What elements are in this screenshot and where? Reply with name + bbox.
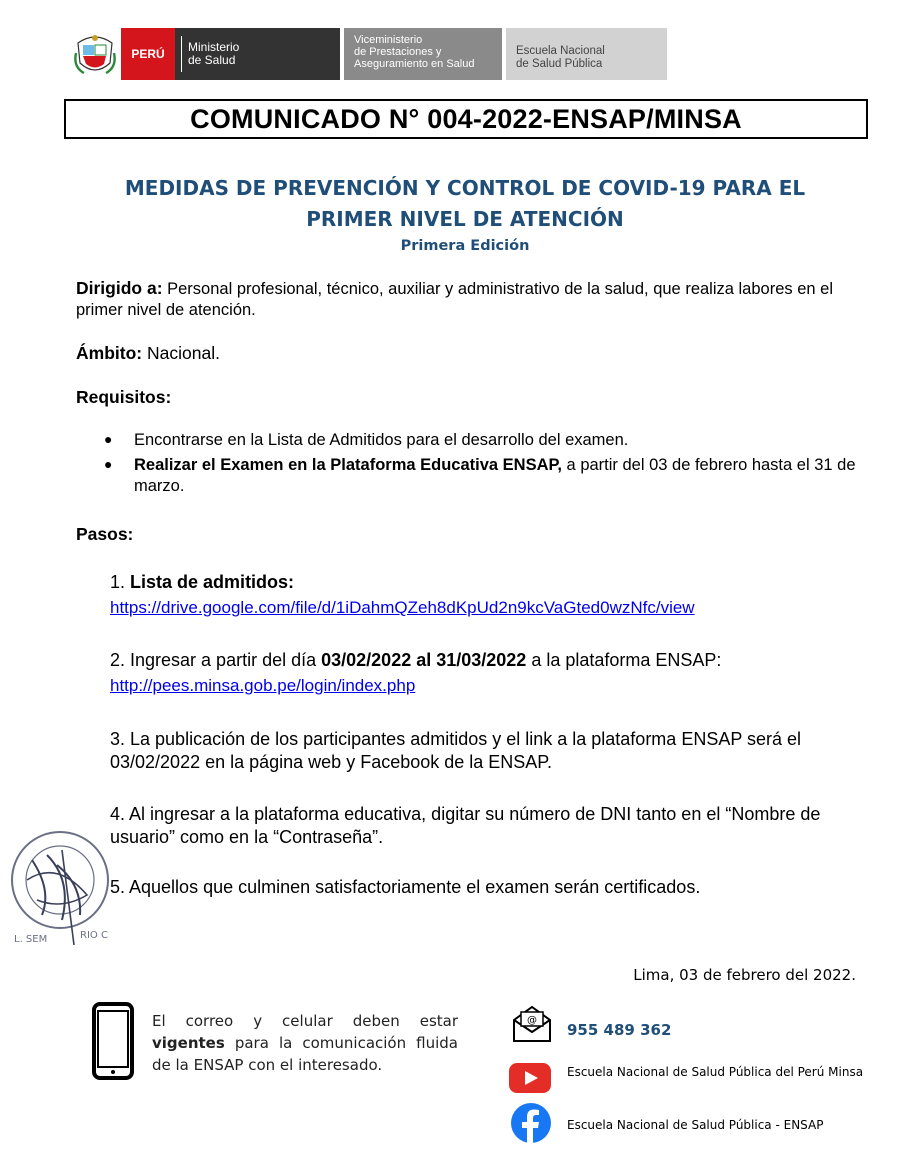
escuela-block [506,28,667,80]
requisitos-label: Requisitos: [76,387,172,407]
ambito-text: Nacional. [146,343,220,363]
ministerio-block [175,28,340,80]
viceministerio-line: Viceministerio [354,34,423,46]
contact-note [152,1010,458,1076]
bullet-icon: ● [104,456,113,472]
admitidos-link[interactable]: https://drive.google.com/file/d/1iDahmQZeh8dKpUd2n9kcVaGted0wzNfc/view [110,598,695,617]
subtitle-line-1: MEDIDAS DE PREVENCIÓN Y CONTROL DE COVID-19 PARA EL [124,176,806,200]
peru-label: PERÚ [131,47,165,61]
ambito-paragraph [76,343,866,364]
facebook-page-name[interactable]: Escuela Nacional de Salud Pública - ENSAP [567,1118,824,1132]
youtube-icon[interactable] [508,1062,552,1094]
contact-note-text-end: para la comunicación fluida de la ENSAP con el interesado. [152,1034,458,1074]
step-1-number: 1. [110,572,126,592]
step-2-link-wrap [110,676,415,696]
step-5: 5. Aquellos que culminen satisfactoriamente el examen serán certificados. [110,877,701,897]
step-2 [110,650,721,671]
youtube-channel-name[interactable]: Escuela Nacional de Salud Pública del Perú Minsa [567,1065,864,1079]
step-1 [110,572,294,593]
step-3: 3. La publicación de los participantes admitidos y el link a la plataforma ENSAP será el 03/02/2022 en la página web y Facebook de la ENSAP. [110,729,802,772]
peru-brand-block [121,28,175,80]
step-2-text: 2. Ingresar a partir del día [110,650,322,670]
coat-of-arms-icon [74,33,116,79]
escuela-line: Escuela Nacional [516,45,605,57]
document-date: Lima, 03 de febrero del 2022. [633,966,856,984]
mail-icon [511,1004,553,1044]
ministerio-line: de Salud [188,53,236,67]
step-2-dates: 03/02/2022 al 31/03/2022 [321,650,527,670]
viceministerio-line: de Prestaciones y [354,46,442,58]
step-2-text-end: a la plataforma ENSAP: [526,650,722,670]
requisito-rest: a partir del 03 de febrero hasta el 31 de marzo. [134,456,856,495]
dirigido-label: Dirigido a: [76,278,163,298]
step-1-label: Lista de admitidos: [130,572,295,592]
bullet-icon: ● [104,431,113,447]
ministerio-line: Ministerio [188,40,240,54]
edition-label: Primera Edición [400,238,530,254]
dirigido-paragraph [76,278,866,321]
document-title: COMUNICADO N° 004-2022-ENSAP/MINSA [64,99,868,139]
requisito-item [134,455,864,497]
requisito-item: Encontrarse en la Lista de Admitidos para el desarrollo del examen. [134,431,629,449]
contact-note-bold: vigentes [152,1034,225,1052]
stamp-signature [2,820,120,950]
svg-text:@: @ [527,1015,537,1026]
ensap-platform-link[interactable]: http://pees.minsa.gob.pe/login/index.php [110,676,416,695]
escuela-line: de Salud Pública [516,58,603,70]
viceministerio-block [344,28,502,80]
facebook-icon[interactable] [510,1102,552,1144]
step-1-link-wrap [110,598,695,618]
requisito-bold: Realizar el Examen en la Plataforma Educativa ENSAP, [134,456,562,474]
svg-text:L. SEM: L. SEM [14,934,48,945]
subtitle-line-2: PRIMER NIVEL DE ATENCIÓN [306,207,624,231]
svg-text:RIO C: RIO C [80,930,108,941]
pasos-label: Pasos: [76,524,134,544]
ambito-label: Ámbito: [76,343,143,363]
mobile-phone-icon [92,1002,134,1080]
step-4: 4. Al ingresar a la plataforma educativa, digitar su número de DNI tanto en el “Nombre de usuario” como en la “Contraseña”. [110,804,821,847]
header-divider [181,36,182,72]
contact-phone-number[interactable]: 955 489 362 [567,1021,672,1039]
viceministerio-line: Aseguramiento en Salud [354,58,475,70]
dirigido-text: Personal profesional, técnico, auxiliar y administrativo de la salud, que realiza labores en el primer nivel de atención. [76,280,833,319]
contact-note-text: El correo y celular deben estar [152,1012,458,1030]
